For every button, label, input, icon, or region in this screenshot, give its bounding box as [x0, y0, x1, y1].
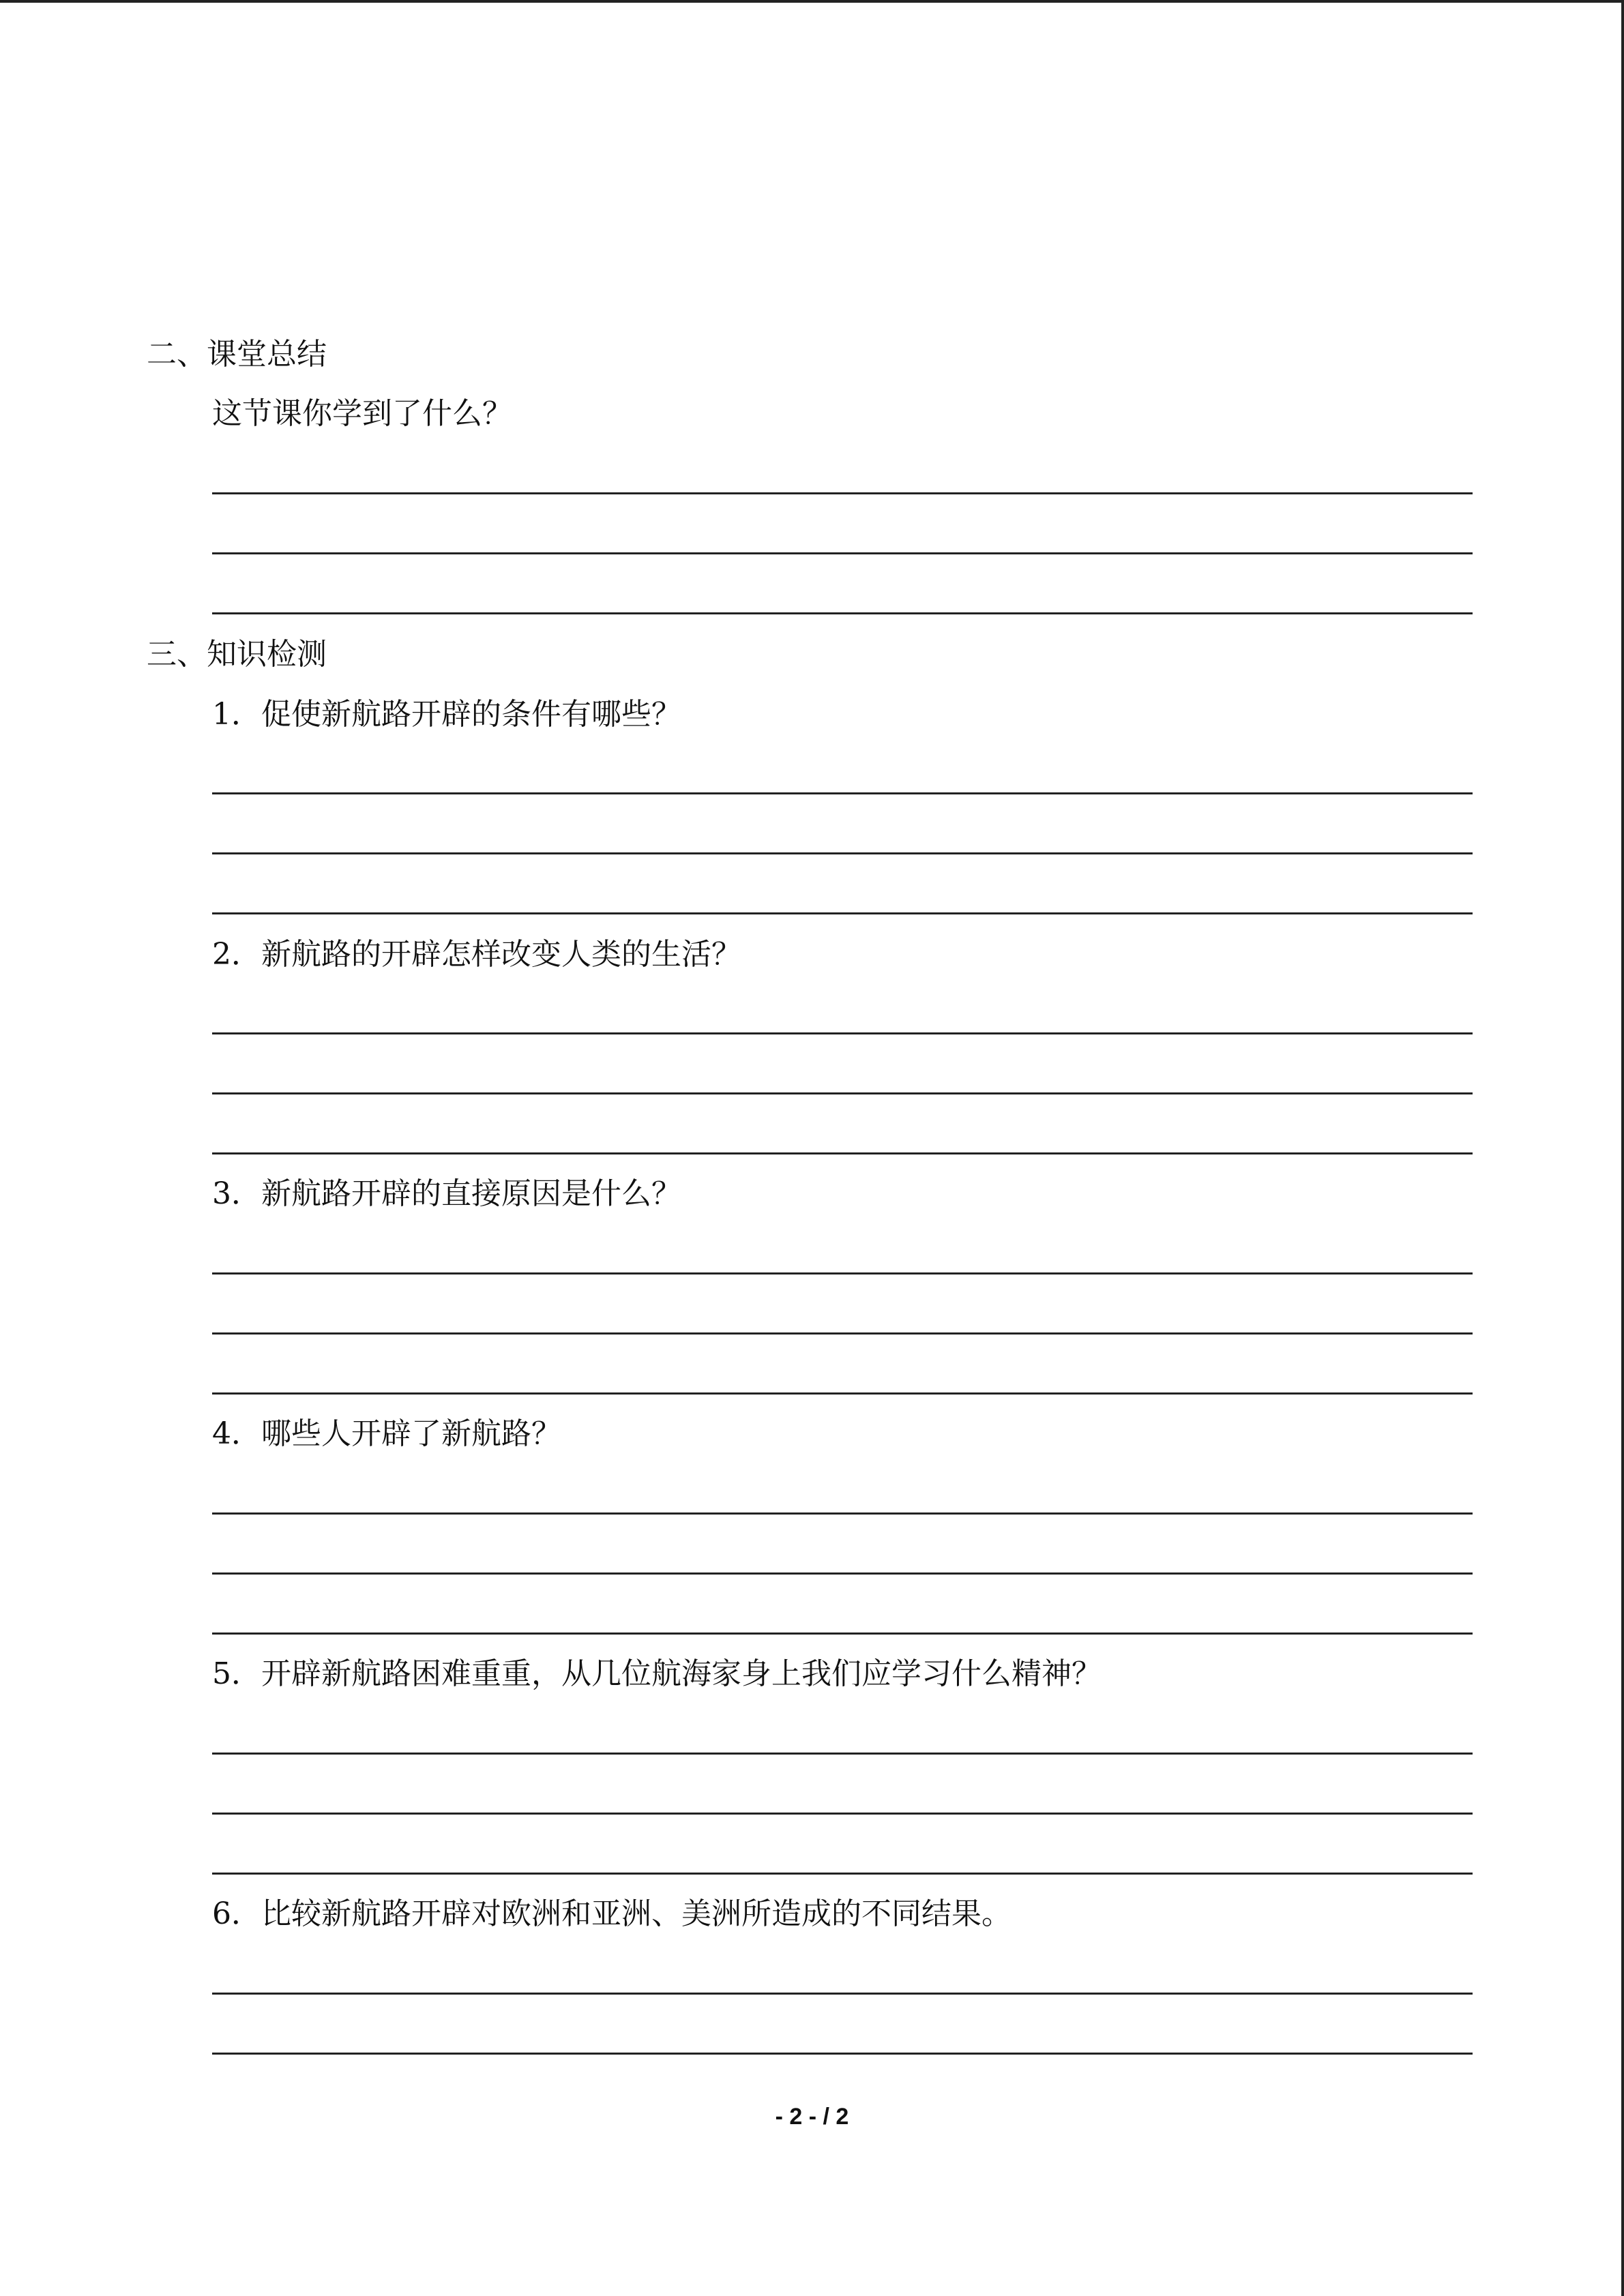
right-border-rule — [1621, 0, 1624, 2296]
question-4: 4．哪些人开辟了新航路？ — [212, 1416, 561, 1451]
question-1: 1．促使新航路开辟的条件有哪些？ — [212, 697, 681, 732]
answer-line[interactable] — [212, 1392, 1473, 1395]
question-6: 6．比较新航路开辟对欧洲和亚洲、美洲所造成的不同结果。 — [212, 1896, 1012, 1931]
question-2: 2．新航路的开辟怎样改变人类的生活？ — [212, 937, 741, 972]
answer-line[interactable] — [212, 552, 1473, 554]
answer-line[interactable] — [212, 1152, 1473, 1154]
summary-prompt: 这节课你学到了什么？ — [212, 396, 512, 431]
section-heading-summary: 二、课堂总结 — [147, 337, 327, 372]
question-5: 5．开辟新航路困难重重，从几位航海家身上我们应学习什么精神？ — [212, 1656, 1102, 1691]
answer-line[interactable] — [212, 1512, 1473, 1515]
page-number: - 2 - / 2 — [775, 2104, 849, 2130]
answer-line[interactable] — [212, 2053, 1473, 2055]
top-border-rule — [0, 0, 1624, 3]
answer-line[interactable] — [212, 1632, 1473, 1635]
answer-line[interactable] — [212, 1032, 1473, 1034]
answer-line[interactable] — [212, 1572, 1473, 1575]
answer-line[interactable] — [212, 792, 1473, 794]
answer-line[interactable] — [212, 912, 1473, 914]
answer-line[interactable] — [212, 852, 1473, 854]
answer-line[interactable] — [212, 1813, 1473, 1815]
answer-line[interactable] — [212, 1332, 1473, 1335]
answer-line[interactable] — [212, 612, 1473, 614]
answer-line[interactable] — [212, 1272, 1473, 1274]
section-heading-knowledge-check: 三、知识检测 — [147, 637, 327, 672]
question-3: 3．新航路开辟的直接原因是什么？ — [212, 1176, 681, 1211]
answer-line[interactable] — [212, 492, 1473, 494]
answer-line[interactable] — [212, 1873, 1473, 1875]
answer-line[interactable] — [212, 1993, 1473, 1995]
answer-line[interactable] — [212, 1753, 1473, 1755]
answer-line[interactable] — [212, 1092, 1473, 1094]
